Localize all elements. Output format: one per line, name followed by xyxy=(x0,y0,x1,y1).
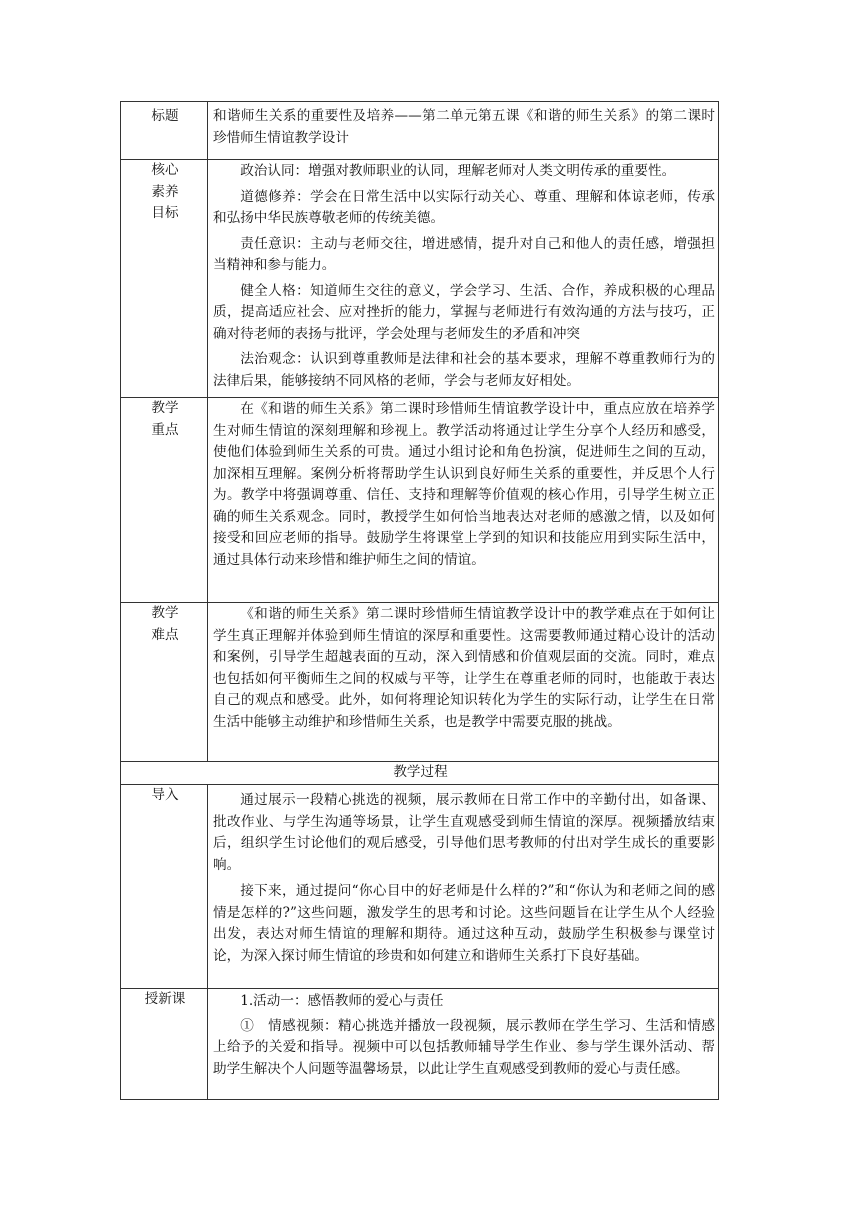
row-process-header xyxy=(121,762,719,785)
core-goals-label xyxy=(121,160,208,398)
row-difficulties xyxy=(121,603,719,762)
new-lesson-label-text: 授新课 xyxy=(144,991,186,1007)
intro-cell xyxy=(208,785,719,989)
goal-personality: 健全人格：知道师生交往的意义，学会学习、生活、合作，养成积极的心理品质，提高适应社会、应对挫折的能力，掌握与老师进行有效沟通的方法与技巧，正确对待老师的表扬与批评，学会处理与老师发生的矛盾和冲突 xyxy=(213,282,715,342)
core-goals-cell xyxy=(208,160,719,398)
activity-title: 1.活动一：感悟教师的爱心与责任 xyxy=(240,993,444,1009)
key-label-line: 重点 xyxy=(151,421,179,438)
goal-responsibility: 责任意识：主动与老师交往，增进感情，提升对自己和他人的责任感，增强担当精神和参与能力。 xyxy=(213,235,715,273)
title-label-text: 标题 xyxy=(151,108,179,124)
title-cell xyxy=(208,102,719,160)
goal-moral: 道德修养：学会在日常生活中以实际行动关心、尊重、理解和体谅老师，传承和弘扬中华民族尊敬老师的传统美德。 xyxy=(213,188,715,226)
process-header: 教学过程 xyxy=(121,762,719,785)
difficulties-label xyxy=(121,603,208,762)
difficult-label-line: 难点 xyxy=(151,626,179,643)
difficulties-text: 《和谐的师生关系》第二课时珍惜师生情谊教学设计中的教学难点在于如何让学生真正理解并体验到师生情谊的深厚和重要性。这需要教师通过精心设计的活动和案例，引导学生超越表面的互动，深入到情感和价值观层面的交流。同时，难点也包括如何平衡师生之间的权威与平等，让学生在尊重老师的同时，也能敢于表达自己的观点和感受。此外，如何将理论知识转化为学生的实际行动，让学生在日常生活中能够主动维护和珍惜师生关系，也是教学中需要克服的挑战。 xyxy=(213,606,715,730)
core-label-line: 核心 xyxy=(151,162,179,178)
core-label-line: 素养 xyxy=(151,183,179,200)
intro-label xyxy=(121,785,208,989)
row-new-lesson xyxy=(121,989,719,1100)
intro-paragraph: 通过展示一段精心挑选的视频，展示教师在日常工作中的辛勤付出，如备课、批改作业、与学生沟通等场景，让学生直观感受到师生情谊的深厚。视频播放结束后，组织学生讨论他们的观后感受，引导他们思考教师的付出对学生成长的重要影响。 xyxy=(213,792,715,873)
row-core-goals xyxy=(121,160,719,398)
difficult-label-line: 教学 xyxy=(151,605,179,621)
goal-political: 政治认同：增强对教师职业的认同，理解老师对人类文明传承的重要性。 xyxy=(240,163,676,179)
new-lesson-label xyxy=(121,989,208,1100)
lesson-plan-table xyxy=(120,101,719,1100)
title-label xyxy=(121,102,208,160)
intro-label-text: 导入 xyxy=(151,787,179,803)
row-key-points xyxy=(121,398,719,603)
intro-paragraph: 接下来，通过提问“你心目中的好老师是什么样的?”和“你认为和老师之间的感情是怎样的?”这些问题，激发学生的思考和讨论。这些问题旨在让学生从个人经验出发，表达对师生情谊的理解和期待。通过这种互动，鼓励学生积极参与课堂讨论，为深入探讨师生情谊的珍贵和如何建立和谐师生关系打下良好基础。 xyxy=(213,883,715,964)
new-lesson-cell xyxy=(208,989,719,1100)
goal-law: 法治观念：认识到尊重教师是法律和社会的基本要求，理解不尊重教师行为的法律后果，能够接纳不同风格的老师，学会与老师友好相处。 xyxy=(213,351,715,389)
core-label-line: 目标 xyxy=(151,205,179,221)
key-points-label xyxy=(121,398,208,603)
activity-item: ① 情感视频：精心挑选并播放一段视频，展示教师在学生学习、生活和情感上给予的关爱和指导。视频中可以包括教师辅导学生作业、参与学生课外活动、帮助学生解决个人问题等温馨场景，以此让学生直观感受到教师的爱心与责任感。 xyxy=(213,1017,715,1077)
difficulties-cell xyxy=(208,603,719,762)
title-text: 和谐师生关系的重要性及培养——第二单元第五课《和谐的师生关系》的第二课时珍惜师生情谊教学设计 xyxy=(213,108,715,146)
row-title xyxy=(121,102,719,160)
key-label-line: 教学 xyxy=(151,400,179,416)
key-points-cell xyxy=(208,398,719,603)
row-intro xyxy=(121,785,719,989)
key-points-text: 在《和谐的师生关系》第二课时珍惜师生情谊教学设计中，重点应放在培养学生对师生情谊的深刻理解和珍视上。教学活动将通过让学生分享个人经历和感受，使他们体验到师生关系的可贵。通过小组讨论和角色扮演，促进师生之间的互动，加深相互理解。案例分析将帮助学生认识到良好师生关系的重要性，并反思个人行为。教学中将强调尊重、信任、支持和理解等价值观的核心作用，引导学生树立正确的师生关系观念。同时，教授学生如何恰当地表达对老师的感激之情，以及如何接受和回应老师的指导。鼓励学生将课堂上学到的知识和技能应用到实际生活中，通过具体行动来珍惜和维护师生之间的情谊。 xyxy=(213,401,715,568)
